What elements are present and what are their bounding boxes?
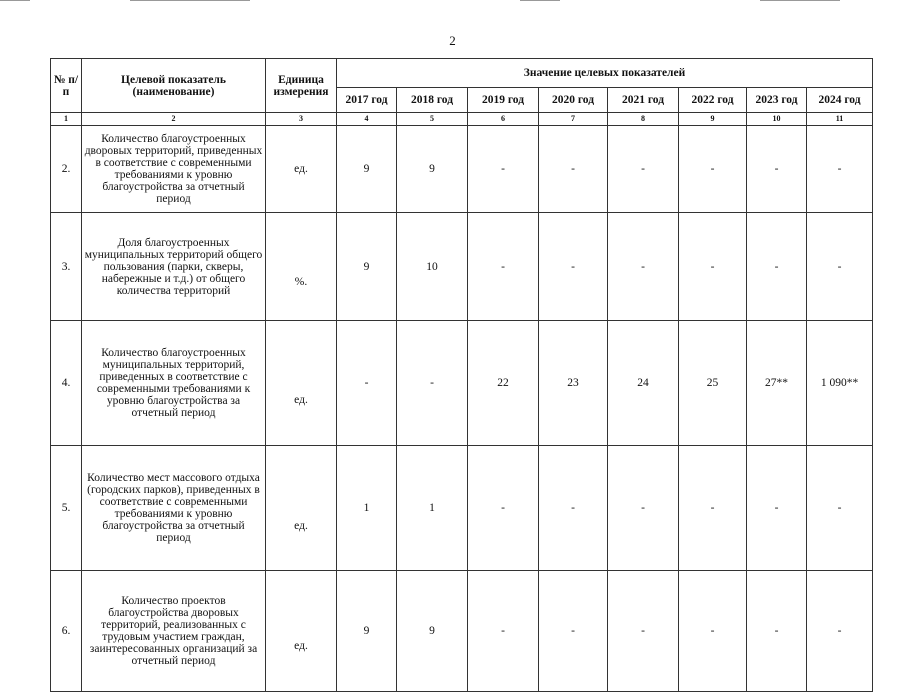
unit-cell: ед. <box>266 126 337 213</box>
column-number: 10 <box>747 113 807 126</box>
indicator-name: Количество мест массового отдыха (городских парков), приведенных в соответствие с современными требованиями к уровню благоустройства за отчетный период <box>82 446 266 571</box>
column-number: 2 <box>82 113 266 126</box>
value-cell: - <box>337 321 397 446</box>
header-year: 2019 год <box>468 88 539 113</box>
column-number: 5 <box>397 113 468 126</box>
table-row <box>51 571 873 692</box>
value-cell: - <box>539 446 608 571</box>
column-number: 6 <box>468 113 539 126</box>
column-number: 8 <box>608 113 679 126</box>
value-cell: 1 <box>397 446 468 571</box>
column-number: 3 <box>266 113 337 126</box>
value-cell: - <box>747 571 807 692</box>
header-target-values: Значение целевых показателей <box>337 59 873 88</box>
column-number: 11 <box>807 113 873 126</box>
column-number: 7 <box>539 113 608 126</box>
value-cell: 9 <box>337 126 397 213</box>
value-cell: - <box>608 446 679 571</box>
column-number-row <box>51 113 873 126</box>
table-row <box>51 321 873 446</box>
header-year: 2024 год <box>807 88 873 113</box>
value-cell: - <box>608 213 679 321</box>
table-row <box>51 213 873 321</box>
value-cell: - <box>539 126 608 213</box>
value-cell: - <box>807 213 873 321</box>
header-year: 2021 год <box>608 88 679 113</box>
value-cell: 24 <box>608 321 679 446</box>
value-cell: - <box>468 126 539 213</box>
header-year: 2022 год <box>679 88 747 113</box>
value-cell: 10 <box>397 213 468 321</box>
value-cell: - <box>608 571 679 692</box>
value-cell: 1 090** <box>807 321 873 446</box>
header-year: 2023 год <box>747 88 807 113</box>
value-cell: 9 <box>337 571 397 692</box>
indicator-name: Количество благоустроенных муниципальных территорий, приведенных в соответствие с современными требованиями к уровню благоустройства за отчетный период <box>82 321 266 446</box>
column-number: 4 <box>337 113 397 126</box>
unit-cell: %. <box>266 213 337 321</box>
value-cell: - <box>679 213 747 321</box>
value-cell: - <box>679 126 747 213</box>
value-cell: - <box>747 213 807 321</box>
value-cell: - <box>747 126 807 213</box>
header-number: № п/п <box>51 59 82 113</box>
value-cell: - <box>468 213 539 321</box>
unit-cell: ед. <box>266 446 337 571</box>
unit-cell: ед. <box>266 321 337 446</box>
header-year: 2020 год <box>539 88 608 113</box>
table-row <box>51 126 873 213</box>
column-number: 9 <box>679 113 747 126</box>
value-cell: 9 <box>397 126 468 213</box>
indicator-name: Количество благоустроенных дворовых территорий, приведенных в соответствие с современными требованиями к уровню благоустройства за отчетный период <box>82 126 266 213</box>
value-cell: - <box>679 571 747 692</box>
value-cell: 23 <box>539 321 608 446</box>
value-cell: 1 <box>337 446 397 571</box>
header-year: 2018 год <box>397 88 468 113</box>
row-number: 5. <box>51 446 82 571</box>
row-number: 4. <box>51 321 82 446</box>
row-number: 6. <box>51 571 82 692</box>
header-unit: Единица измерения <box>266 59 337 113</box>
value-cell: - <box>468 571 539 692</box>
value-cell: - <box>807 571 873 692</box>
page-number: 2 <box>449 33 456 48</box>
value-cell: 27** <box>747 321 807 446</box>
value-cell: 9 <box>397 571 468 692</box>
value-cell: 22 <box>468 321 539 446</box>
column-number: 1 <box>51 113 82 126</box>
value-cell: - <box>539 213 608 321</box>
table-row <box>51 446 873 571</box>
row-number: 3. <box>51 213 82 321</box>
value-cell: - <box>807 446 873 571</box>
value-cell: - <box>468 446 539 571</box>
header-indicator-name: Целевой показатель (наименование) <box>82 59 266 113</box>
scan-top-edge <box>0 0 905 3</box>
indicator-name: Доля благоустроенных муниципальных территорий общего пользования (парки, скверы, набережные и т.д.) от общего количества территорий <box>82 213 266 321</box>
value-cell: - <box>397 321 468 446</box>
value-cell: - <box>608 126 679 213</box>
value-cell: 9 <box>337 213 397 321</box>
value-cell: - <box>539 571 608 692</box>
row-number: 2. <box>51 126 82 213</box>
header-year: 2017 год <box>337 88 397 113</box>
indicators-table <box>50 58 873 692</box>
value-cell: - <box>807 126 873 213</box>
unit-cell: ед. <box>266 571 337 692</box>
value-cell: - <box>679 446 747 571</box>
indicator-name: Количество проектов благоустройства дворовых территорий, реализованных с трудовым участием граждан, заинтересованных организаций за отчетный период <box>82 571 266 692</box>
value-cell: - <box>747 446 807 571</box>
value-cell: 25 <box>679 321 747 446</box>
